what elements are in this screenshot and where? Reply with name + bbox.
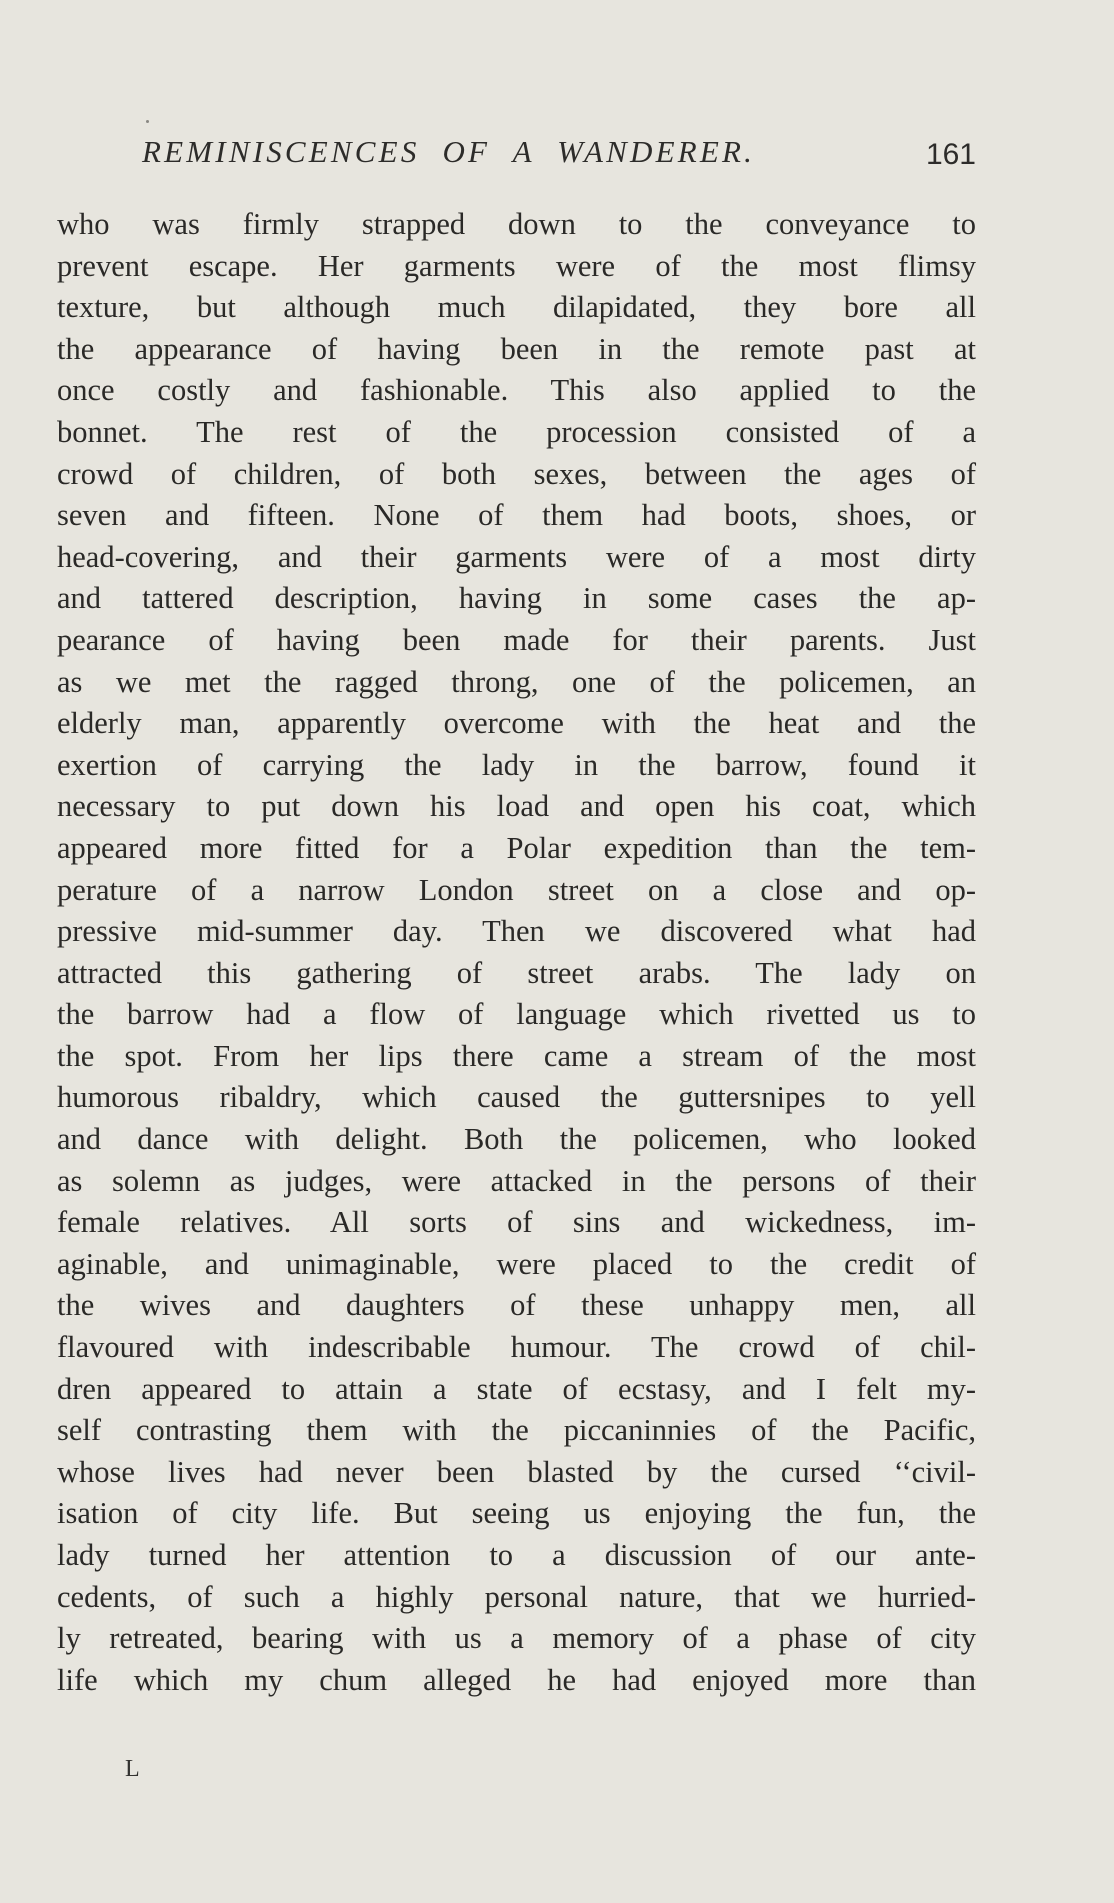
text-line: pressive mid-summer day. Then we discovered what had (57, 914, 976, 949)
text-line: who was firmly strapped down to the conveyance to (57, 207, 976, 241)
text-line: pearance of having been made for their parents. Just (57, 622, 976, 657)
text-line: exertion of carrying the lady in the barrow, found it (57, 747, 976, 782)
text-line: and tattered description, having in some cases the ap- (57, 581, 976, 616)
text-line: self contrasting them with the piccaninnies of the Pacific, (57, 1413, 976, 1448)
signature-mark: L (125, 1756, 140, 1782)
text-line: seven and fifteen. None of them had boots, shoes, or (57, 498, 976, 533)
text-line: ly retreated, bearing with us a memory of a phase of city (57, 1621, 976, 1656)
text-line: attracted this gathering of street arabs. The lady on (57, 955, 976, 990)
ink-speck (146, 120, 149, 123)
text-line: prevent escape. Her garments were of the most flimsy (57, 248, 976, 283)
text-line: and dance with delight. Both the policemen, who looked (57, 1122, 976, 1157)
text-line: lady turned her attention to a discussion of our ante- (57, 1538, 976, 1572)
text-line: female relatives. All sorts of sins and wickedness, im- (57, 1205, 976, 1240)
text-line: the spot. From her lips there came a stream of the most (57, 1038, 976, 1073)
text-line: elderly man, apparently overcome with the heat and the (57, 706, 976, 741)
body-text (57, 204, 976, 1701)
text-line: cedents, of such a highly personal nature, that we hurried- (57, 1579, 976, 1614)
text-line: once costly and fashionable. This also applied to the (57, 373, 976, 408)
running-head (142, 130, 976, 182)
running-title: REMINISCENCES OF A WANDERER. (142, 134, 756, 169)
text-line: texture, but although much dilapidated, they bore all (57, 290, 976, 325)
page-number: 161 (925, 138, 976, 171)
text-line: aginable, and unimaginable, were placed to the credit of (57, 1246, 976, 1281)
text-line: head-covering, and their garments were of a most dirty (57, 539, 976, 574)
text-line: bonnet. The rest of the procession consisted of a (57, 414, 976, 449)
text-line: as solemn as judges, were attacked in the persons of their (57, 1163, 976, 1198)
text-line: as we met the ragged throng, one of the policemen, an (57, 664, 976, 699)
text-line: dren appeared to attain a state of ecstasy, and I felt my- (57, 1371, 976, 1406)
text-line: the appearance of having been in the remote past at (57, 331, 976, 366)
text-line: appeared more fitted for a Polar expedition than the tem- (57, 830, 976, 865)
text-line: whose lives had never been blasted by the cursed ‘‘civil- (57, 1454, 976, 1489)
text-line: the wives and daughters of these unhappy men, all (57, 1288, 976, 1323)
text-line: perature of a narrow London street on a close and op- (57, 872, 976, 907)
text-line: necessary to put down his load and open his coat, which (57, 789, 976, 824)
text-line: crowd of children, of both sexes, between the ages of (57, 456, 976, 491)
text-line: life which my chum alleged he had enjoyed more than (57, 1662, 976, 1697)
text-line: humorous ribaldry, which caused the guttersnipes to yell (57, 1080, 976, 1115)
text-line: the barrow had a flow of language which rivetted us to (57, 997, 976, 1032)
text-line: flavoured with indescribable humour. The crowd of chil- (57, 1330, 976, 1365)
text-line: isation of city life. But seeing us enjoying the fun, the (57, 1496, 976, 1531)
